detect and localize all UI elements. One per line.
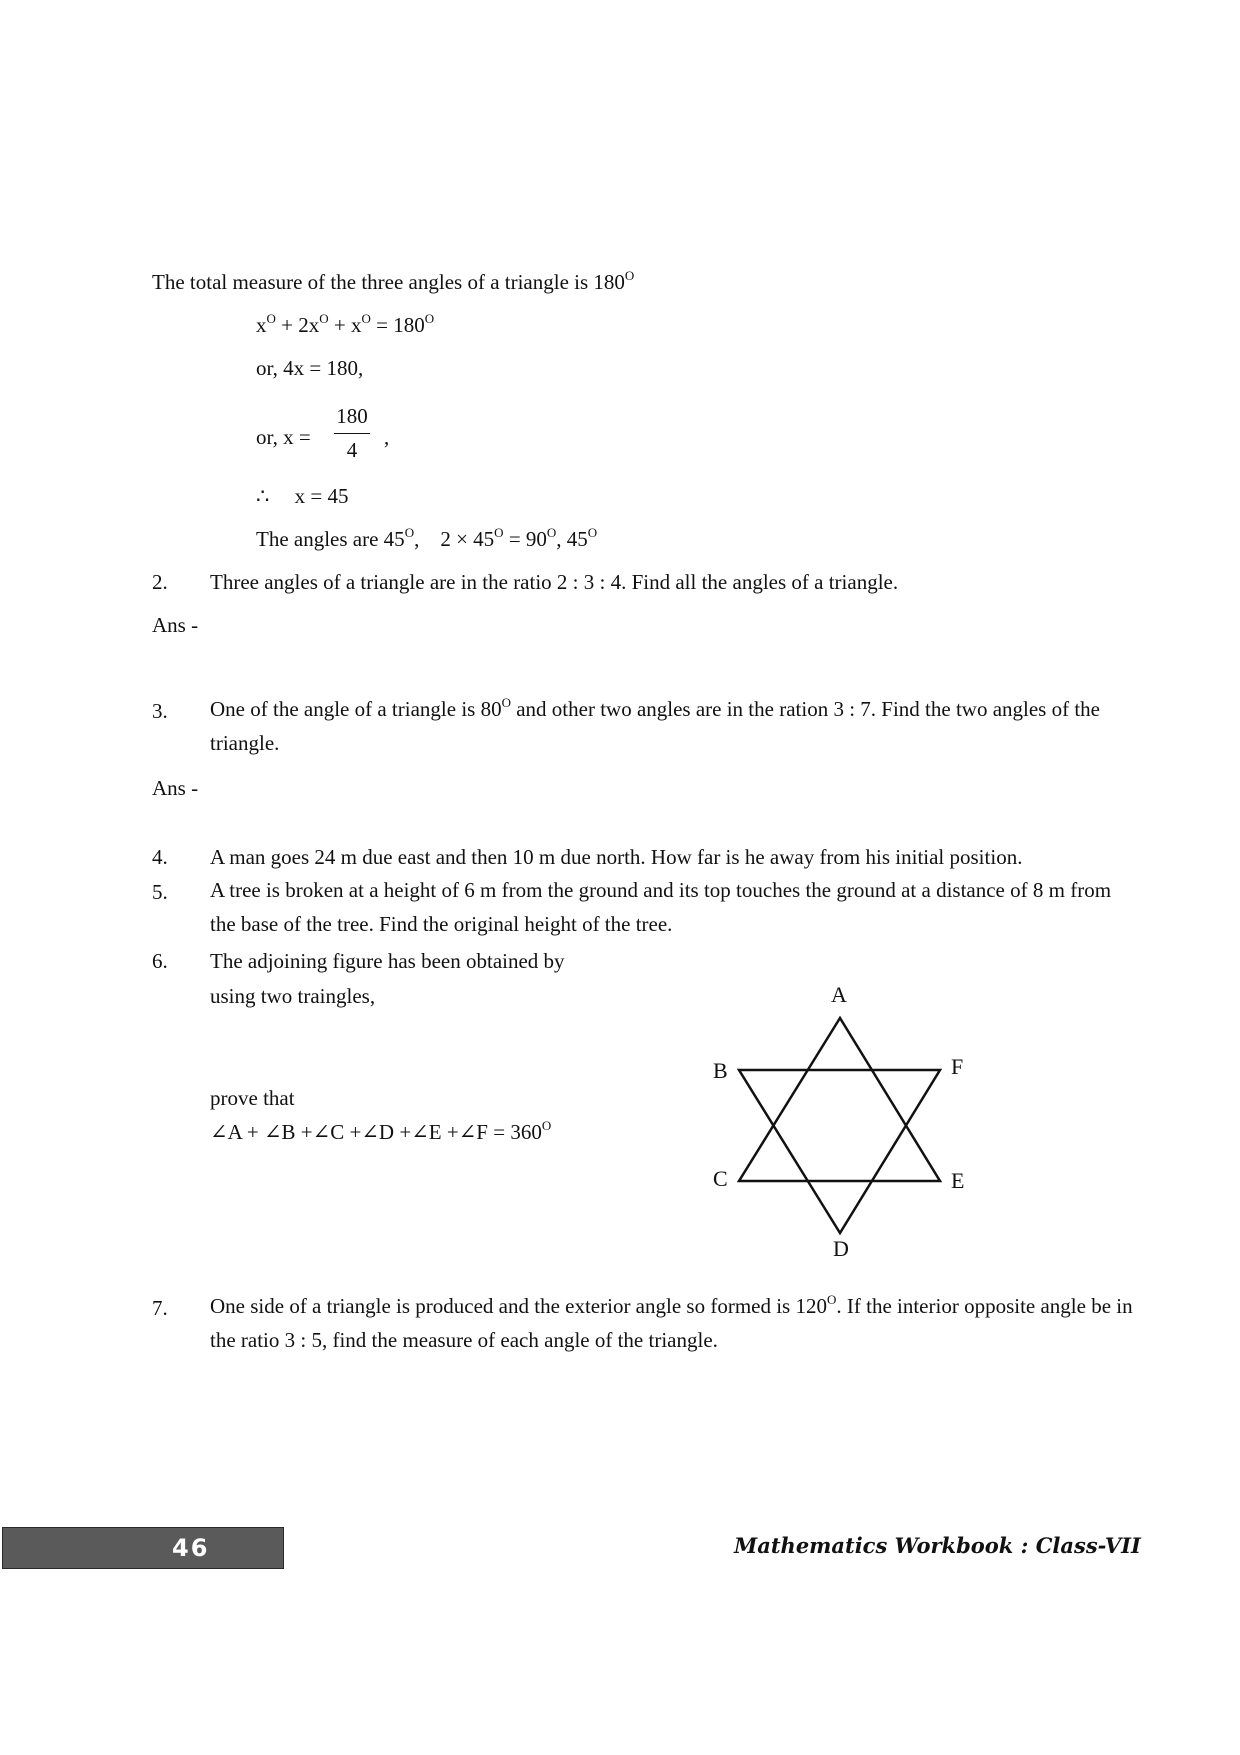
fraction-numerator: 180 bbox=[336, 404, 368, 428]
fraction-bar bbox=[334, 433, 370, 434]
question-text-line2: using two traingles, bbox=[210, 984, 376, 1008]
question-number: 5. bbox=[152, 880, 168, 904]
vertex-label-c: C bbox=[713, 1166, 728, 1191]
fraction-prefix: or, x = bbox=[256, 425, 311, 449]
answer-label: Ans - bbox=[152, 613, 199, 637]
triangle-BFD bbox=[739, 1070, 940, 1233]
angle-sum-equation: ∠A + ∠B +∠C +∠D +∠E +∠F = $360^O$ bbox=[210, 1118, 552, 1144]
question-text: One of the angle of a triangle is $80^O$ and other two angles are in the ration 3 : 7. Find the two angles of the triangle. bbox=[210, 695, 1100, 755]
page-number-box bbox=[2, 1527, 284, 1569]
page-number: 46 bbox=[172, 1534, 210, 1562]
equation-result: ∴ x = 45 bbox=[256, 484, 349, 508]
equation-sum: $x^O + 2x^O + x^O = 180^O$ bbox=[256, 311, 435, 337]
question-text: A man goes 24 m due east and then 10 m due north. How far is he away from his initial position. bbox=[210, 845, 1023, 869]
question-text: One side of a triangle is produced and the exterior angle so formed is $120^O$. If the interior opposite angle be in the ratio 3 : 5, find the measure of each angle of the triangle. bbox=[210, 1292, 1133, 1352]
question-number: 2. bbox=[152, 570, 168, 594]
question-text-line1: The adjoining figure has been obtained by bbox=[210, 949, 565, 973]
question-text: Three angles of a triangle are in the ratio 2 : 3 : 4. Find all the angles of a triangle. bbox=[210, 570, 899, 594]
vertex-label-f: F bbox=[951, 1054, 964, 1079]
fraction-suffix: , bbox=[384, 425, 390, 449]
vertex-label-a: A bbox=[831, 982, 847, 1007]
triangle-ACE bbox=[739, 1018, 940, 1181]
question-number: 7. bbox=[152, 1296, 168, 1320]
book-title: Mathematics Workbook : Class-VII bbox=[734, 1533, 1141, 1558]
question-number: 4. bbox=[152, 845, 168, 869]
vertex-label-e: E bbox=[951, 1168, 965, 1193]
angles-result: The angles are $45^O$, $2 \times 45^O = 90^O$, $45^O$ bbox=[256, 525, 598, 551]
solution-intro: The total measure of the three angles of a triangle is $180^O$ bbox=[152, 268, 635, 294]
fraction-denominator: 4 bbox=[346, 438, 358, 462]
prove-that: prove that bbox=[210, 1086, 295, 1110]
answer-label: Ans - bbox=[152, 776, 199, 800]
vertex-label-d: D bbox=[833, 1236, 849, 1261]
equation-step2: or, 4x = 180, bbox=[256, 356, 364, 380]
question-number: 6. bbox=[152, 949, 168, 973]
therefore-symbol: ∴ bbox=[256, 484, 270, 508]
question-number: 3. bbox=[152, 699, 168, 723]
vertex-label-b: B bbox=[713, 1058, 728, 1083]
question-text: A tree is broken at a height of 6 m from the ground and its top touches the ground at a distance of 8 m from the base of the tree. Find the original height of the tree. bbox=[210, 878, 1112, 936]
